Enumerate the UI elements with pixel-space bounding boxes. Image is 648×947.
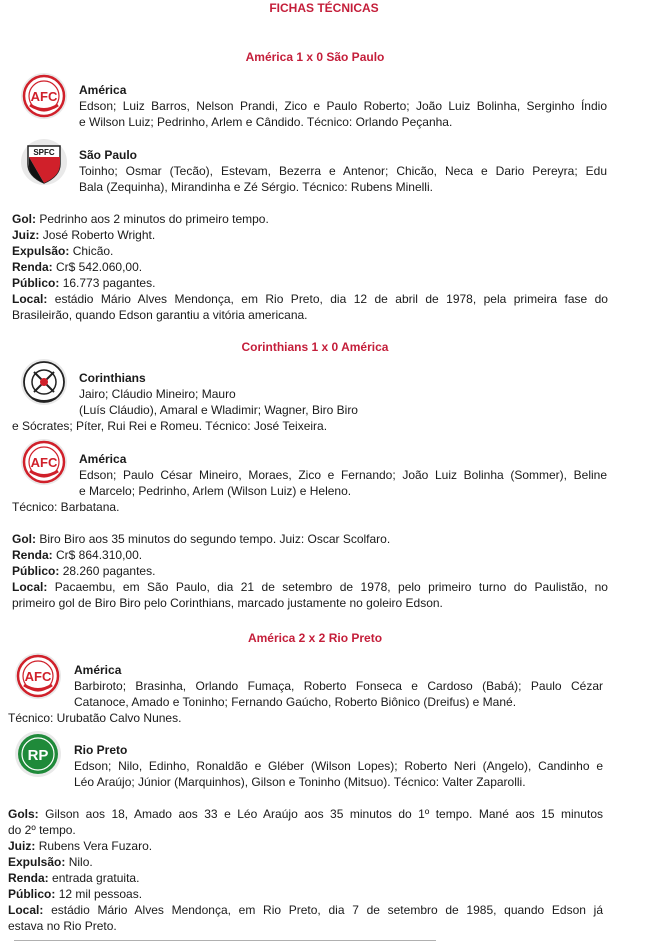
america-crest-icon <box>14 652 62 700</box>
america-crest-icon <box>20 72 68 120</box>
fact-label: Público: <box>12 564 60 578</box>
fact-text: 12 mil pessoas. <box>58 887 143 901</box>
fact-text: Nilo. <box>68 855 93 869</box>
fact-label: Renda: <box>12 260 53 274</box>
fact-text: Cr$ 542.060,00. <box>56 260 143 274</box>
lineup-line: Técnico: Urubatão Calvo Nunes. <box>8 711 182 725</box>
fact-row <box>12 227 608 243</box>
fact-label: Juiz: <box>12 228 40 242</box>
fact-label: Expulsão: <box>12 244 70 258</box>
fact-row <box>8 854 603 870</box>
match-title: Corinthians 1 x 0 América <box>241 340 389 354</box>
fact-text: Rubens Vera Fuzaro. <box>38 839 153 853</box>
team-name: Rio Preto <box>74 743 128 757</box>
fact-row <box>8 806 603 822</box>
lineup-line: Catanoce, Amado e Toninho; Fernando Gaúcho, Roberto Biônico (Dreifus) e Mané. <box>74 695 517 709</box>
lineup-line: Técnico: Barbatana. <box>12 500 120 514</box>
team-lineup <box>74 758 603 790</box>
fact-label: Gol: <box>12 532 36 546</box>
america-crest-icon <box>20 438 68 486</box>
fact-text: entrada gratuita. <box>52 871 140 885</box>
team-lineup <box>79 386 579 418</box>
lineup-line: e Wilson Luiz; Pedrinho, Arlem e Cândido. Técnico: Orlando Peçanha. <box>79 115 453 129</box>
fact-label: Gol: <box>12 212 36 226</box>
lineup-line: Léo Araújo; Júnior (Marquinhos), Gilson e Toninho (Mitsuo). Técnico: Valter Zaparolli. <box>74 775 526 789</box>
lineup-line: (Luís Cláudio), Amaral e Wladimir; Wagner, Biro Biro <box>79 403 358 417</box>
fact-label: Público: <box>12 276 60 290</box>
fact-label: Local: <box>12 292 48 306</box>
fact-text-continued: primeiro gol de Biro Biro pelo Corinthians, marcado justamente no goleiro Edson. <box>12 596 443 610</box>
team-name: América <box>79 452 127 466</box>
fact-label: Local: <box>8 903 44 917</box>
fact-text: 28.260 pagantes. <box>62 564 156 578</box>
fact-row <box>12 547 608 563</box>
fact-label: Gols: <box>8 807 39 821</box>
lineup-line: Edson; Nilo, Edinho, Ronaldão e Gléber (Wilson Lopes); Roberto Neri (Angelo), Candinho e <box>74 759 603 773</box>
fact-label: Público: <box>8 887 56 901</box>
team-lineup <box>79 467 607 499</box>
fact-text-continued: do 2º tempo. <box>8 823 76 837</box>
fact-row <box>8 902 603 918</box>
fact-text: Biro Biro aos 35 minutos do segundo tempo. Juiz: Oscar Scolfaro. <box>39 532 391 546</box>
match-facts <box>8 806 603 934</box>
fact-row <box>12 291 608 307</box>
team-lineup <box>74 678 603 710</box>
fact-text: José Roberto Wright. <box>42 228 156 242</box>
fact-text: Pedrinho aos 2 minutos do primeiro tempo. <box>39 212 269 226</box>
team-name: São Paulo <box>79 148 138 162</box>
svg-text:SPFC: SPFC <box>33 148 55 157</box>
lineup-line: Jairo; Cláudio Mineiro; Mauro <box>79 387 236 401</box>
corinthians-crest-icon <box>20 358 68 406</box>
fact-label: Local: <box>12 580 48 594</box>
fact-row <box>12 275 608 291</box>
fact-row <box>12 243 608 259</box>
match-facts <box>12 531 608 611</box>
fact-label: Expulsão: <box>8 855 66 869</box>
svg-text:AFC: AFC <box>30 89 58 104</box>
lineup-line: Barbiroto; Brasinha, Orlando Fumaça, Roberto Fonseca e Cardoso (Babá); Paulo Cézar <box>74 679 603 693</box>
team-name: América <box>74 663 122 677</box>
match-title: América 2 x 2 Rio Preto <box>247 631 383 645</box>
fact-text: Chicão. <box>72 244 114 258</box>
lineup-line: e Sócrates; Píter, Rui Rei e Romeu. Técnico: José Teixeira. <box>12 419 328 433</box>
svg-text:AFC: AFC <box>30 455 58 470</box>
lineup-line: Edson; Luiz Barros, Nelson Prandi, Zico e Paulo Roberto; João Luiz Bolinha, Serginho Índio <box>79 99 607 113</box>
fact-row <box>8 886 603 902</box>
divider <box>14 940 436 941</box>
fact-text: Cr$ 864.310,00. <box>56 548 143 562</box>
fact-row <box>12 531 608 547</box>
fact-label: Juiz: <box>8 839 36 853</box>
match-title: América 1 x 0 São Paulo <box>245 50 385 64</box>
fact-text: Gilson aos 18, Amado aos 33 e Léo Araújo aos 35 minutos do 1º tempo. Mané aos 15 minutos <box>45 807 603 821</box>
svg-text:RP: RP <box>27 747 49 764</box>
fact-row <box>12 579 608 595</box>
fact-label: Renda: <box>8 871 49 885</box>
fact-row <box>12 259 608 275</box>
team-name: Corinthians <box>79 371 146 385</box>
fact-text-continued: Brasileirão, quando Edson garantiu a vitória americana. <box>12 308 308 322</box>
team-lineup <box>79 163 607 195</box>
team-name: América <box>79 83 127 97</box>
sao-paulo-crest-icon <box>20 138 68 186</box>
fact-row <box>12 563 608 579</box>
lineup-line: Edson; Paulo César Mineiro, Moraes, Zico e Fernando; João Luiz Bolinha (Sommer), Beline <box>79 468 607 482</box>
fact-row <box>12 211 608 227</box>
svg-text:AFC: AFC <box>24 669 52 684</box>
fact-row <box>8 870 603 886</box>
lineup-line: Toinho; Osmar (Tecão), Estevam, Bezerra e Antenor; Chicão, Neca e Dario Pereyra; Edu <box>79 164 607 178</box>
team-lineup <box>79 98 607 130</box>
page-title: FICHAS TÉCNICAS <box>269 1 379 15</box>
fact-text: estádio Mário Alves Mendonça, em Rio Preto, dia 12 de abril de 1978, pela primeira fase do <box>54 292 608 306</box>
fact-text: 16.773 pagantes. <box>62 276 156 290</box>
lineup-line: Bala (Zequinha), Mirandinha e Zé Sérgio. Técnico: Rubens Minelli. <box>79 180 433 194</box>
lineup-line: e Marcelo; Pedrinho, Arlem (Wilson Luiz) e Heleno. <box>79 484 352 498</box>
fact-text: estádio Mário Alves Mendonça, em Rio Preto, dia 7 de setembro de 1985, quando Edson já <box>51 903 603 917</box>
fact-text: Pacaembu, em São Paulo, dia 21 de setembro de 1978, pelo primeiro turno do Paulistão, no <box>54 580 608 594</box>
fact-label: Renda: <box>12 548 53 562</box>
match-facts <box>12 211 608 323</box>
rio-preto-crest-icon <box>14 730 62 778</box>
fact-text-continued: estava no Rio Preto. <box>8 919 117 933</box>
fact-row <box>8 838 603 854</box>
